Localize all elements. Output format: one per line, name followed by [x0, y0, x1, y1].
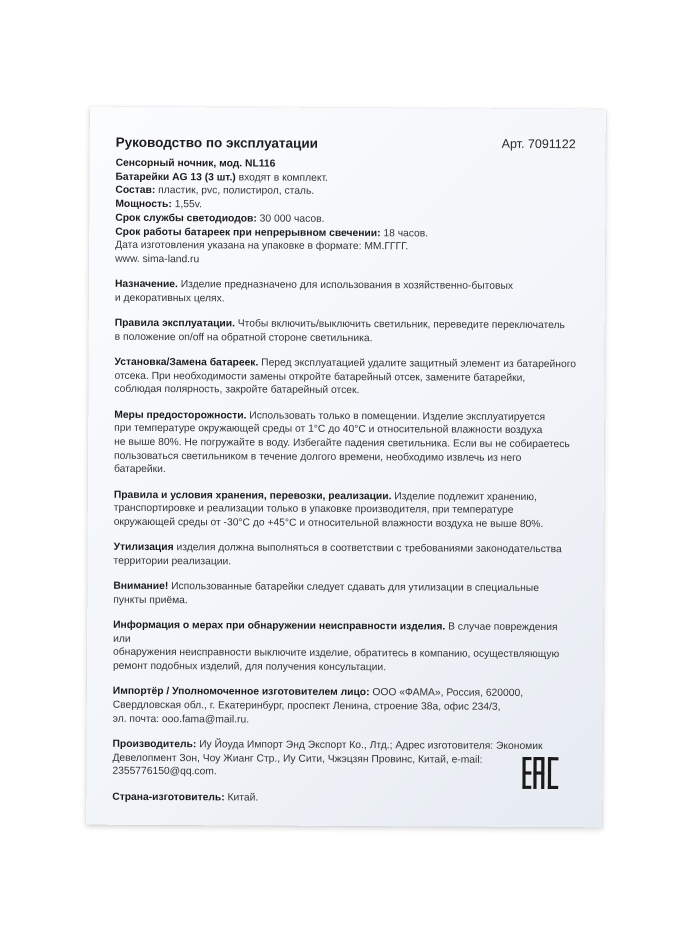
producer-section-cont2: 2355776150@qq.com.: [112, 766, 217, 778]
article-number: Арт. 7091122: [501, 136, 576, 152]
material-line: Состав: пластик, pvc, полистирол, сталь.: [115, 185, 315, 198]
malfunction-section-cont2: ремонт подобных изделий, для получения консультации.: [112, 660, 387, 674]
disposal-section: Утилизация изделия должна выполняться в соответствии с требованиями законодательства: [113, 541, 562, 556]
storage-section-cont: транспортировке и реализации только в упаковке производителя, при температуре: [113, 503, 514, 517]
attention-section-cont: пункты приёма.: [113, 594, 188, 606]
producer-section-cont: Девелопмент Зон, Чоу Жианг Стр., Иу Сити, Чжэцзян Провинс, Китай, e-mail:: [112, 752, 483, 766]
disposal-section-cont: территории реализации.: [113, 555, 232, 568]
battery-life-line: Срок работы батареек при непрерывном свечении: 18 часов.: [115, 226, 429, 239]
safety-section-cont4: батарейки.: [113, 464, 166, 476]
importer-section-cont: Свердловская обл., г. Екатеринбург, проспект Ленина, строение 38а, офис 234/3,: [112, 699, 501, 713]
purpose-section-cont: и декоративных целях.: [114, 292, 225, 305]
led-life-line: Срок службы светодиодов: 30 000 часов.: [115, 212, 325, 225]
safety-section: Меры предосторожности. Использовать только в помещении. Изделие эксплуатируется: [114, 409, 546, 423]
product-line: Сенсорный ночник, мод. NL116: [115, 157, 276, 170]
website-line: www. sima-land.ru: [115, 253, 200, 266]
attention-section: Внимание! Использованные батарейки следует сдавать для утилизации в специальные: [113, 580, 539, 595]
storage-section-cont2: окружающей среды от -30°С до +45°С и относительной влажности воздуха не выше 80%.: [113, 516, 544, 531]
eac-mark-icon: [522, 757, 558, 789]
storage-section: Правила и условия хранения, перевозки, реализации. Изделие подлежит хранению,: [113, 489, 537, 503]
purpose-section: Назначение. Изделие предназначено для использования в хозяйственно-бытовых: [114, 278, 514, 292]
importer-section: Импортёр / Уполномоченное изготовителем лицо: ООО «ФАМА», Россия, 620000,: [112, 686, 524, 700]
install-section-cont: отсека. При необходимости замены откройте батарейный отсек, замените батарейки,: [114, 370, 526, 384]
safety-section-cont3: пользоваться светильником в течение долгого времени, необходимо извлечь из него: [114, 450, 522, 464]
manufacture-date-line: Дата изготовления указана на упаковке в формате: ММ.ГГГГ.: [115, 240, 409, 253]
malfunction-section: Информация о мерах при обнаружении неисправности изделия. В случае повреждения или: [113, 619, 558, 645]
malfunction-section-cont: обнаружения неисправности выключите изделие, обратитесь в компанию, осуществляющую: [112, 647, 560, 661]
safety-section-cont2: не выше 80%. Не погружайте в воду. Избегайте падения светильника. Если вы не собираетесь: [114, 436, 570, 451]
country-line: Страна-изготовитель: Китай.: [112, 791, 259, 804]
instruction-sheet: [86, 107, 606, 828]
document-body: [112, 157, 577, 807]
producer-section: Производитель: Иу Йоуда Импорт Энд Экспорт Ко., Лтд.; Адрес изготовителя: Экономик: [112, 738, 543, 752]
safety-section-cont: при температуре окружающей среды от 1°С до 40°С и относительной влажности воздуха: [114, 423, 543, 437]
batteries-line: Батарейки AG 13 (3 шт.) входят в комплект.: [115, 171, 328, 184]
importer-section-cont2: эл. почта: ooo.fama@mail.ru.: [112, 713, 250, 726]
document-title: Руководство по эксплуатации: [115, 134, 318, 151]
rules-section: Правила эксплуатации. Чтобы включить/выключить светильник, переведите переключатель: [114, 317, 565, 332]
install-section: Установка/Замена батареек. Перед эксплуатацией удалите защитный элемент из батарейного: [114, 356, 577, 371]
rules-section-cont: в положение on/off на обратной стороне светильника.: [114, 331, 373, 344]
power-line: Мощность: 1,55v.: [115, 198, 203, 211]
install-section-cont2: соблюдая полярность, закройте батарейный отсек.: [114, 384, 360, 397]
